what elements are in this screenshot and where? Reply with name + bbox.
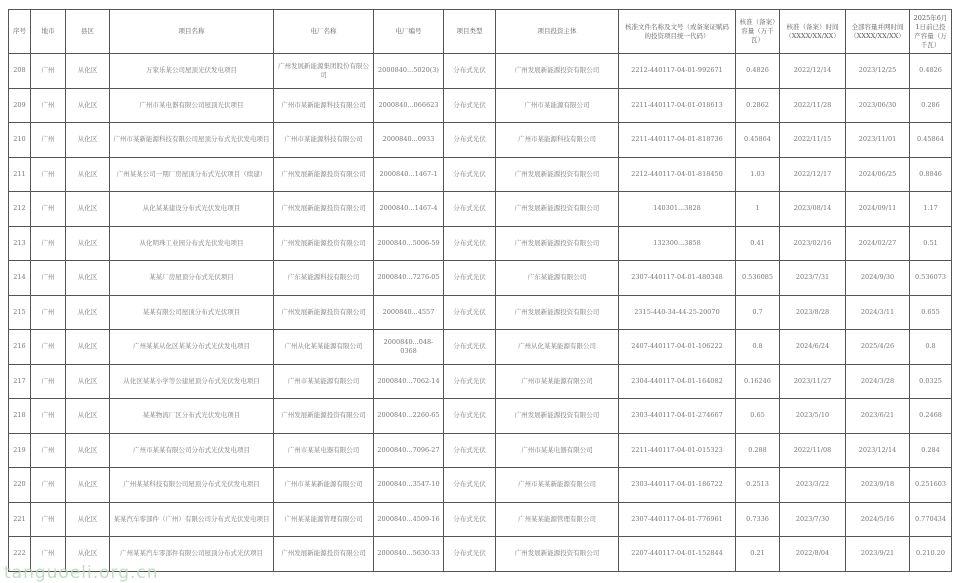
cell-operating: 0.210.20 xyxy=(910,537,952,572)
cell-city: 广州 xyxy=(31,295,66,330)
col-header-investor: 项目投资主体 xyxy=(496,10,619,54)
cell-grid-date: 2023/9/21 xyxy=(846,537,910,572)
cell-approved-date: 2022/8/04 xyxy=(780,537,846,572)
header-row xyxy=(9,10,952,54)
cell-project: 从化明珠工业园分布式光伏发电项目 xyxy=(110,226,274,261)
cell-plant-id: 2000840...1467-1 xyxy=(374,157,444,192)
cell-approved-date: 2023/11/27 xyxy=(780,364,846,399)
cell-no: 209 xyxy=(9,88,31,123)
cell-type: 分布式光伏 xyxy=(444,157,496,192)
cell-operating: 0.284 xyxy=(910,433,952,468)
cell-city: 广州 xyxy=(31,502,66,537)
cell-grid-date: 2024/3/28 xyxy=(846,364,910,399)
cell-capacity: 0.2513 xyxy=(736,468,780,503)
cell-capacity: 1 xyxy=(736,192,780,227)
cell-city: 广州 xyxy=(31,364,66,399)
cell-operating: 0.51 xyxy=(910,226,952,261)
table-row xyxy=(9,468,952,503)
cell-investor: 广州发展新能源投资有限公司 xyxy=(496,226,619,261)
cell-approval: 2211-440117-04-01-818736 xyxy=(619,123,736,158)
cell-district: 从化区 xyxy=(66,88,110,123)
cell-district: 从化区 xyxy=(66,157,110,192)
cell-grid-date: 2024/5/16 xyxy=(846,502,910,537)
cell-plant: 广州从化某某能源有限公司 xyxy=(274,330,374,365)
col-header-approval: 核准文件名称及文号（或备案证赋码的投资项目统一代码） xyxy=(619,10,736,54)
col-header-capacity: 核准（备案）容量（万千瓦） xyxy=(736,10,780,54)
table-row xyxy=(9,295,952,330)
table-row xyxy=(9,192,952,227)
cell-plant: 广州市某某新能源有限公司 xyxy=(274,468,374,503)
cell-investor: 广州发展新能源投资有限公司 xyxy=(496,537,619,572)
cell-no: 213 xyxy=(9,226,31,261)
cell-approved-date: 2022/12/17 xyxy=(780,157,846,192)
cell-project: 广州市某新能源科技有限公司屋顶分布式光伏发电项目 xyxy=(110,123,274,158)
cell-type: 分布式光伏 xyxy=(444,468,496,503)
cell-grid-date: 2023/12/14 xyxy=(846,433,910,468)
cell-investor: 广州市某某电器有限公司 xyxy=(496,433,619,468)
cell-approved-date: 2024/6/24 xyxy=(780,330,846,365)
cell-grid-date: 2024/06/25 xyxy=(846,157,910,192)
cell-city: 广州 xyxy=(31,399,66,434)
cell-approval: 140301...3828 xyxy=(619,192,736,227)
table-row xyxy=(9,433,952,468)
table-row xyxy=(9,502,952,537)
cell-approved-date: 2023/5/10 xyxy=(780,399,846,434)
col-header-approved-date: 核准（备案）时间（XXXX/XX/XX） xyxy=(780,10,846,54)
cell-type: 分布式光伏 xyxy=(444,192,496,227)
cell-approved-date: 2022/12/14 xyxy=(780,54,846,89)
cell-plant-id: 2000840...5006-59 xyxy=(374,226,444,261)
table-row xyxy=(9,157,952,192)
cell-operating: 0.45864 xyxy=(910,123,952,158)
cell-city: 广州 xyxy=(31,226,66,261)
cell-district: 从化区 xyxy=(66,123,110,158)
cell-no: 221 xyxy=(9,502,31,537)
cell-approval: 2211-440117-04-01-018613 xyxy=(619,88,736,123)
cell-plant-id: 2000840...7276-05 xyxy=(374,261,444,296)
cell-no: 211 xyxy=(9,157,31,192)
cell-plant-id: 2000840...5630-33 xyxy=(374,537,444,572)
col-header-project: 项目名称 xyxy=(110,10,274,54)
cell-investor: 广州从化某某能源有限公司 xyxy=(496,330,619,365)
cell-project: 某某物流厂区分布式光伏发电项目 xyxy=(110,399,274,434)
cell-operating: 0.4826 xyxy=(910,54,952,89)
cell-city: 广州 xyxy=(31,123,66,158)
cell-project: 从化区某某小学等公建屋顶分布式光伏发电项目 xyxy=(110,364,274,399)
cell-city: 广州 xyxy=(31,157,66,192)
cell-no: 210 xyxy=(9,123,31,158)
col-header-city: 地市 xyxy=(31,10,66,54)
cell-operating: 0.0325 xyxy=(910,364,952,399)
cell-capacity: 0.8 xyxy=(736,330,780,365)
cell-operating: 0.8 xyxy=(910,330,952,365)
cell-district: 从化区 xyxy=(66,226,110,261)
cell-no: 218 xyxy=(9,399,31,434)
cell-district: 从化区 xyxy=(66,261,110,296)
cell-approval: 2307-440117-04-01-480348 xyxy=(619,261,736,296)
cell-plant: 广州发展新能源投资有限公司 xyxy=(274,295,374,330)
col-header-no: 序号 xyxy=(9,10,31,54)
cell-plant-id: 2000840...3547-10 xyxy=(374,468,444,503)
cell-type: 分布式光伏 xyxy=(444,123,496,158)
cell-plant-id: 2000840...4509-16 xyxy=(374,502,444,537)
table-row xyxy=(9,399,952,434)
cell-plant: 广州发展新能源投资有限公司 xyxy=(274,157,374,192)
cell-approval: 2304-440117-04-01-164082 xyxy=(619,364,736,399)
cell-approved-date: 2023/08/14 xyxy=(780,192,846,227)
cell-grid-date: 2023/9/18 xyxy=(846,468,910,503)
cell-plant: 广东某能源科技有限公司 xyxy=(274,261,374,296)
cell-type: 分布式光伏 xyxy=(444,295,496,330)
cell-district: 从化区 xyxy=(66,468,110,503)
cell-approved-date: 2023/02/16 xyxy=(780,226,846,261)
cell-capacity: 0.21 xyxy=(736,537,780,572)
project-table xyxy=(8,9,952,572)
cell-grid-date: 2023/11/01 xyxy=(846,123,910,158)
cell-capacity: 0.288 xyxy=(736,433,780,468)
cell-grid-date: 2025/4/26 xyxy=(846,330,910,365)
cell-grid-date: 2024/02/27 xyxy=(846,226,910,261)
cell-plant-id: 2000840...2260-65 xyxy=(374,399,444,434)
cell-investor: 广州发展新能源投资有限公司 xyxy=(496,157,619,192)
cell-project: 万家乐某公司屋顶光伏发电项目 xyxy=(110,54,274,89)
cell-capacity: 0.536085 xyxy=(736,261,780,296)
cell-operating: 1.17 xyxy=(910,192,952,227)
col-header-type: 项目类型 xyxy=(444,10,496,54)
cell-approval: 2303-440117-04-01-186722 xyxy=(619,468,736,503)
cell-plant-id: 2000840...1467-4 xyxy=(374,192,444,227)
cell-approval: 2212-440117-04-01-992671 xyxy=(619,54,736,89)
cell-investor: 广州发展新能源投资有限公司 xyxy=(496,192,619,227)
cell-plant: 广州某某能源管理有限公司 xyxy=(274,502,374,537)
cell-city: 广州 xyxy=(31,330,66,365)
cell-city: 广州 xyxy=(31,88,66,123)
cell-capacity: 0.45864 xyxy=(736,123,780,158)
cell-type: 分布式光伏 xyxy=(444,261,496,296)
cell-plant-id: 2000840...5020(3) xyxy=(374,54,444,89)
col-header-operating: 2025年6月1日前已投产容量（万千瓦） xyxy=(910,10,952,54)
cell-operating: 0.251603 xyxy=(910,468,952,503)
cell-approval: 2307-440117-04-01-776961 xyxy=(619,502,736,537)
cell-project: 广州某某科技有限公司屋顶分布式光伏发电项目 xyxy=(110,468,274,503)
cell-approved-date: 2022/11/28 xyxy=(780,88,846,123)
cell-district: 从化区 xyxy=(66,330,110,365)
cell-operating: 0.536073 xyxy=(910,261,952,296)
cell-project: 某某汽车零部件（广州）有限公司分布式光伏发电项目 xyxy=(110,502,274,537)
cell-approval: 2212-440117-04-01-818450 xyxy=(619,157,736,192)
cell-grid-date: 2023/6/21 xyxy=(846,399,910,434)
cell-investor: 广州市某某能源有限公司 xyxy=(496,364,619,399)
cell-plant-id: 2000840...7096-27 xyxy=(374,433,444,468)
cell-investor: 广州发展新能源投资有限公司 xyxy=(496,295,619,330)
cell-type: 分布式光伏 xyxy=(444,433,496,468)
cell-grid-date: 2023/12/25 xyxy=(846,54,910,89)
cell-city: 广州 xyxy=(31,468,66,503)
cell-type: 分布式光伏 xyxy=(444,502,496,537)
cell-plant: 广州发展新能源投资有限公司 xyxy=(274,537,374,572)
cell-district: 从化区 xyxy=(66,537,110,572)
cell-operating: 0.770434 xyxy=(910,502,952,537)
cell-investor: 广州发展新能源投资有限公司 xyxy=(496,399,619,434)
table-row xyxy=(9,364,952,399)
table-row xyxy=(9,226,952,261)
cell-city: 广州 xyxy=(31,433,66,468)
cell-type: 分布式光伏 xyxy=(444,537,496,572)
cell-investor: 广州某某能源管理有限公司 xyxy=(496,502,619,537)
cell-city: 广州 xyxy=(31,261,66,296)
cell-capacity: 0.41 xyxy=(736,226,780,261)
cell-capacity: 0.65 xyxy=(736,399,780,434)
cell-approval: 2211-440117-04-01-015323 xyxy=(619,433,736,468)
cell-district: 从化区 xyxy=(66,54,110,89)
table-row xyxy=(9,330,952,365)
cell-grid-date: 2024/09/11 xyxy=(846,192,910,227)
cell-type: 分布式光伏 xyxy=(444,364,496,399)
cell-project: 从化某某建设分布式光伏发电项目 xyxy=(110,192,274,227)
table-row xyxy=(9,54,952,89)
table-row xyxy=(9,261,952,296)
cell-no: 216 xyxy=(9,330,31,365)
cell-district: 从化区 xyxy=(66,192,110,227)
cell-no: 214 xyxy=(9,261,31,296)
col-header-plant-id: 电厂编号 xyxy=(374,10,444,54)
cell-plant: 广州发展新能源投资有限公司 xyxy=(274,226,374,261)
cell-no: 222 xyxy=(9,537,31,572)
cell-investor: 广东某能源有限公司 xyxy=(496,261,619,296)
cell-city: 广州 xyxy=(31,537,66,572)
cell-plant: 广州发展新能源集团股份有限公司 xyxy=(274,54,374,89)
cell-plant-id: 2000840...7062-14 xyxy=(374,364,444,399)
cell-approved-date: 2023/7/31 xyxy=(780,261,846,296)
cell-plant: 广州市某某电器有限公司 xyxy=(274,433,374,468)
col-header-grid-date: 全部容量并网时间（XXXX/XX/XX） xyxy=(846,10,910,54)
cell-type: 分布式光伏 xyxy=(444,88,496,123)
cell-city: 广州 xyxy=(31,54,66,89)
cell-capacity: 0.7336 xyxy=(736,502,780,537)
cell-approval: 132300...3858 xyxy=(619,226,736,261)
cell-operating: 0.286 xyxy=(910,88,952,123)
cell-operating: 0.655 xyxy=(910,295,952,330)
cell-no: 215 xyxy=(9,295,31,330)
cell-plant: 广州市某某能源有限公司 xyxy=(274,364,374,399)
cell-plant: 广州市某能源科技有限公司 xyxy=(274,123,374,158)
cell-district: 从化区 xyxy=(66,502,110,537)
cell-capacity: 0.16246 xyxy=(736,364,780,399)
cell-approved-date: 2022/11/08 xyxy=(780,433,846,468)
cell-plant: 广州发展新能源投资有限公司 xyxy=(274,192,374,227)
col-header-district: 县区 xyxy=(66,10,110,54)
cell-project: 广州市某电器有限公司屋顶光伏项目 xyxy=(110,88,274,123)
cell-plant-id: 2000840...048-0368 xyxy=(374,330,444,365)
cell-project: 某某有限公司屋顶分布式光伏项目 xyxy=(110,295,274,330)
cell-approved-date: 2023/8/28 xyxy=(780,295,846,330)
cell-type: 分布式光伏 xyxy=(444,54,496,89)
cell-operating: 0.8846 xyxy=(910,157,952,192)
cell-plant-id: 2000840...4557 xyxy=(374,295,444,330)
cell-plant-id: 2000840...066623 xyxy=(374,88,444,123)
cell-capacity: 0.7 xyxy=(736,295,780,330)
cell-operating: 0.2468 xyxy=(910,399,952,434)
cell-project: 广州某某从化区某某分布式光伏发电项目 xyxy=(110,330,274,365)
cell-no: 208 xyxy=(9,54,31,89)
cell-grid-date: 2023/06/30 xyxy=(846,88,910,123)
cell-type: 分布式光伏 xyxy=(444,330,496,365)
cell-approval: 2315-440-34-44-25-20070 xyxy=(619,295,736,330)
cell-no: 212 xyxy=(9,192,31,227)
cell-plant: 广州市某新能源科技有限公司 xyxy=(274,88,374,123)
cell-investor: 广州市某某新能源有限公司 xyxy=(496,468,619,503)
cell-city: 广州 xyxy=(31,192,66,227)
cell-investor: 广州市某能源科技有限公司 xyxy=(496,123,619,158)
cell-project: 广州某某公司一期厂房屋顶分布式光伏项目（续建） xyxy=(110,157,274,192)
cell-grid-date: 2024/3/11 xyxy=(846,295,910,330)
cell-approval: 2207-440117-04-01-152844 xyxy=(619,537,736,572)
cell-district: 从化区 xyxy=(66,295,110,330)
cell-approved-date: 2023/3/22 xyxy=(780,468,846,503)
cell-type: 分布式光伏 xyxy=(444,399,496,434)
cell-approved-date: 2023/7/30 xyxy=(780,502,846,537)
cell-district: 从化区 xyxy=(66,364,110,399)
cell-capacity: 0.2862 xyxy=(736,88,780,123)
cell-capacity: 1.03 xyxy=(736,157,780,192)
cell-investor: 广州发展新能源投资有限公司 xyxy=(496,54,619,89)
cell-district: 从化区 xyxy=(66,433,110,468)
cell-project: 广州市某某有限公司分布式光伏发电项目 xyxy=(110,433,274,468)
col-header-plant: 电厂名称 xyxy=(274,10,374,54)
cell-approval: 2303-440117-04-01-274667 xyxy=(619,399,736,434)
cell-no: 217 xyxy=(9,364,31,399)
cell-approved-date: 2022/11/15 xyxy=(780,123,846,158)
cell-no: 219 xyxy=(9,433,31,468)
watermark: tanguoeli.org.cn xyxy=(4,563,159,583)
cell-type: 分布式光伏 xyxy=(444,226,496,261)
cell-plant: 广州发展新能源投资有限公司 xyxy=(274,399,374,434)
cell-plant-id: 2000840...0933 xyxy=(374,123,444,158)
cell-grid-date: 2024/9/30 xyxy=(846,261,910,296)
cell-district: 从化区 xyxy=(66,399,110,434)
cell-project: 某某厂房屋顶分布式光伏项目 xyxy=(110,261,274,296)
cell-project: 广州某某汽车零部件有限公司屋顶分布式光伏项目 xyxy=(110,537,274,572)
cell-approval: 2407-440117-04-01-106222 xyxy=(619,330,736,365)
table-row xyxy=(9,88,952,123)
cell-no: 220 xyxy=(9,468,31,503)
cell-investor: 广州市某能源有限公司 xyxy=(496,88,619,123)
table-row xyxy=(9,123,952,158)
cell-capacity: 0.4826 xyxy=(736,54,780,89)
